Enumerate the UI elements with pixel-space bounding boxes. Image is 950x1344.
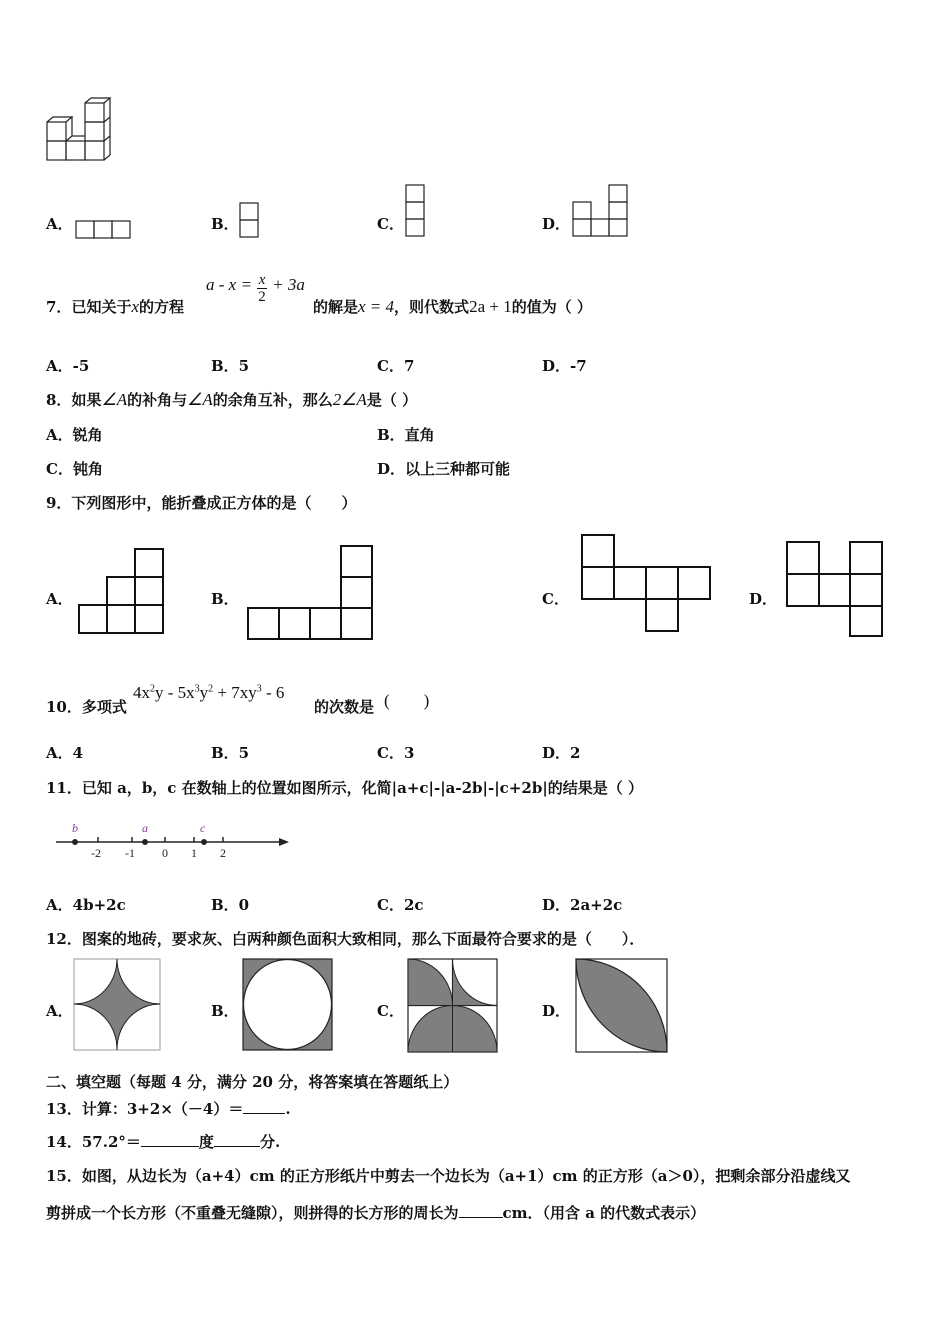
q15-answer-blank[interactable]	[459, 1203, 503, 1218]
q6-option-c-label[interactable]: C．	[377, 215, 404, 233]
q11-option-c[interactable]: C．2c	[377, 896, 424, 914]
q7-frac-num: x	[258, 272, 266, 288]
q10-term-a-exp: 2	[150, 683, 155, 695]
q7-option-c[interactable]: C．7	[377, 357, 415, 375]
q10-term-c-exp: 2	[208, 683, 214, 695]
q15-line2	[46, 1202, 705, 1223]
q9-option-b-net	[246, 544, 376, 644]
q8-number: 8．	[46, 391, 72, 409]
q11-point-c: c	[200, 821, 206, 835]
q10-term-b-exp: 3	[194, 683, 200, 695]
q7-fraction	[257, 272, 268, 305]
q8-question	[46, 389, 417, 410]
q8-text4: 是（ ）	[366, 391, 418, 409]
q8-text1: 如果	[71, 391, 102, 409]
q13-text: 13．计算：3+2×（－4）＝	[46, 1100, 244, 1118]
q10-term-a: 4x	[133, 683, 150, 702]
q11-option-a[interactable]: A．4b+2c	[46, 896, 126, 914]
q7-expression: 2a + 1	[469, 297, 512, 316]
q11-tick-0: 0	[162, 846, 168, 860]
q10-paren: ( )	[384, 691, 430, 710]
q11-point-a: a	[142, 821, 148, 835]
q8-option-d[interactable]: D．以上三种都可能	[377, 460, 511, 478]
q15-line2b: cm．（用含 a 的代数式表示）	[502, 1204, 706, 1222]
q11-number-line	[54, 820, 294, 865]
q7-solution: x = 4	[358, 297, 395, 316]
q10-option-c[interactable]: C．3	[377, 744, 415, 762]
q6-option-a-figure	[75, 220, 135, 240]
q10-text1: 多项式	[81, 698, 127, 716]
q9-option-d-net	[785, 540, 890, 640]
q7-question-tail	[313, 296, 592, 317]
q10-option-b[interactable]: B．5	[211, 744, 250, 762]
q11-question: 11．已知 a，b，c 在数轴上的位置如图所示，化简|a+c|-|a-2b|-|c+2b|的结果是（ ）	[46, 779, 643, 797]
q11-tick-2: 2	[220, 846, 226, 860]
q7-frac-den: 2	[258, 289, 266, 305]
q12-option-d-tile	[575, 958, 669, 1054]
q8-angle-a-2: ∠A	[187, 390, 213, 409]
q7-option-d[interactable]: D．-7	[542, 357, 587, 375]
q13-question	[46, 1098, 291, 1119]
q9-option-d-label[interactable]: D．	[749, 590, 778, 608]
q15-line2a: 剪拼成一个长方形（不重叠无缝隙），则拼得的长方形的周长为	[46, 1204, 459, 1222]
q11-option-d[interactable]: D．2a+2c	[542, 896, 623, 914]
q10-number: 10．	[46, 698, 82, 716]
q11-point-b: b	[72, 821, 78, 835]
q10-option-a[interactable]: A．4	[46, 744, 84, 762]
q12-option-c-tile	[407, 958, 499, 1054]
q8-option-a[interactable]: A．锐角	[46, 426, 103, 444]
q12-option-b-tile	[242, 958, 334, 1052]
q14-text3: 分.	[259, 1133, 281, 1151]
q7-eq-right: + 3a	[272, 274, 305, 294]
q6-cube-solid-figure	[44, 98, 114, 168]
q14-text2: 度	[198, 1133, 214, 1151]
q9-option-c-net	[580, 533, 715, 633]
q10-term-b: y - 5x	[155, 683, 195, 702]
q6-option-b-label[interactable]: B．	[211, 215, 239, 233]
q10-term-e: - 6	[261, 683, 285, 702]
q10-term-c: y	[199, 683, 209, 702]
q11-option-b[interactable]: B．0	[211, 896, 250, 914]
q9-option-b-label[interactable]: B．	[211, 590, 239, 608]
q7-var-x: x	[131, 297, 139, 316]
q12-option-d-label[interactable]: D．	[542, 1002, 571, 1020]
q7-text4: ，则代数式	[394, 298, 470, 316]
q7-number: 7．	[46, 298, 72, 316]
q10-question	[46, 696, 127, 717]
q6-option-a-label[interactable]: A．	[46, 215, 73, 233]
q7-equation	[206, 272, 305, 305]
q12-option-a-tile	[73, 958, 163, 1052]
q15-line1: 15．如图，从边长为（a+4）cm 的正方形纸片中剪去一个边长为（a+1）cm 的正方形（a＞0），把剩余部分沿虚线又	[46, 1167, 851, 1185]
q13-end: .	[285, 1100, 291, 1118]
q7-question	[46, 296, 184, 317]
q6-option-c-figure	[405, 184, 427, 242]
q7-text3: 的解是	[313, 298, 359, 316]
q7-option-a[interactable]: A．-5	[46, 357, 90, 375]
q8-text2: 的补角与	[127, 391, 188, 409]
q7-text1: 已知关于	[71, 298, 132, 316]
q12-question: 12．图案的地砖，要求灰、白两种颜色面积大致相同，那么下面最符合要求的是（ ）．	[46, 930, 645, 948]
q10-polynomial	[133, 683, 284, 703]
q14-question	[46, 1131, 280, 1152]
q9-option-c-label[interactable]: C．	[542, 590, 569, 608]
q11-tick-1: 1	[191, 846, 197, 860]
q14-text1: 14．57.2°＝	[46, 1133, 141, 1151]
q10-text2: 的次数是	[314, 698, 375, 716]
q14-degree-blank[interactable]	[141, 1132, 199, 1147]
q8-text3: 的余角互补，那么	[212, 391, 333, 409]
q10-term-d: + 7xy	[213, 683, 257, 702]
q8-angle-2a: 2∠A	[332, 390, 367, 409]
q6-option-d-figure	[571, 184, 631, 242]
q11-tick-neg2: -2	[91, 846, 101, 860]
q8-option-c[interactable]: C．钝角	[46, 460, 103, 478]
q11-tick-neg1: -1	[125, 846, 135, 860]
q6-option-b-figure	[239, 202, 261, 242]
q9-option-a-label[interactable]: A．	[46, 590, 73, 608]
q9-question: 9．下列图形中，能折叠成正方体的是（ ）	[46, 494, 357, 512]
q8-option-b[interactable]: B．直角	[377, 426, 435, 444]
q14-minute-blank[interactable]	[214, 1132, 260, 1147]
q10-option-d[interactable]: D．2	[542, 744, 581, 762]
q9-option-a-net	[77, 548, 167, 638]
q12-option-c-label[interactable]: C．	[377, 1002, 404, 1020]
q10-term-d-exp: 3	[256, 683, 262, 695]
section2-title: 二、填空题（每题 4 分，满分 20 分，将答案填在答题纸上）	[46, 1073, 459, 1091]
q7-option-b[interactable]: B．5	[211, 357, 250, 375]
q7-text5: 的值为（ ）	[511, 298, 592, 316]
q13-answer-blank[interactable]	[243, 1099, 285, 1114]
q12-option-a-label[interactable]: A．	[46, 1002, 73, 1020]
q7-text2: 的方程	[139, 298, 185, 316]
q6-option-d-label[interactable]: D．	[542, 215, 571, 233]
q7-eq-left: a - x =	[206, 274, 252, 294]
q8-angle-a: ∠A	[101, 390, 128, 409]
q12-option-b-label[interactable]: B．	[211, 1002, 239, 1020]
